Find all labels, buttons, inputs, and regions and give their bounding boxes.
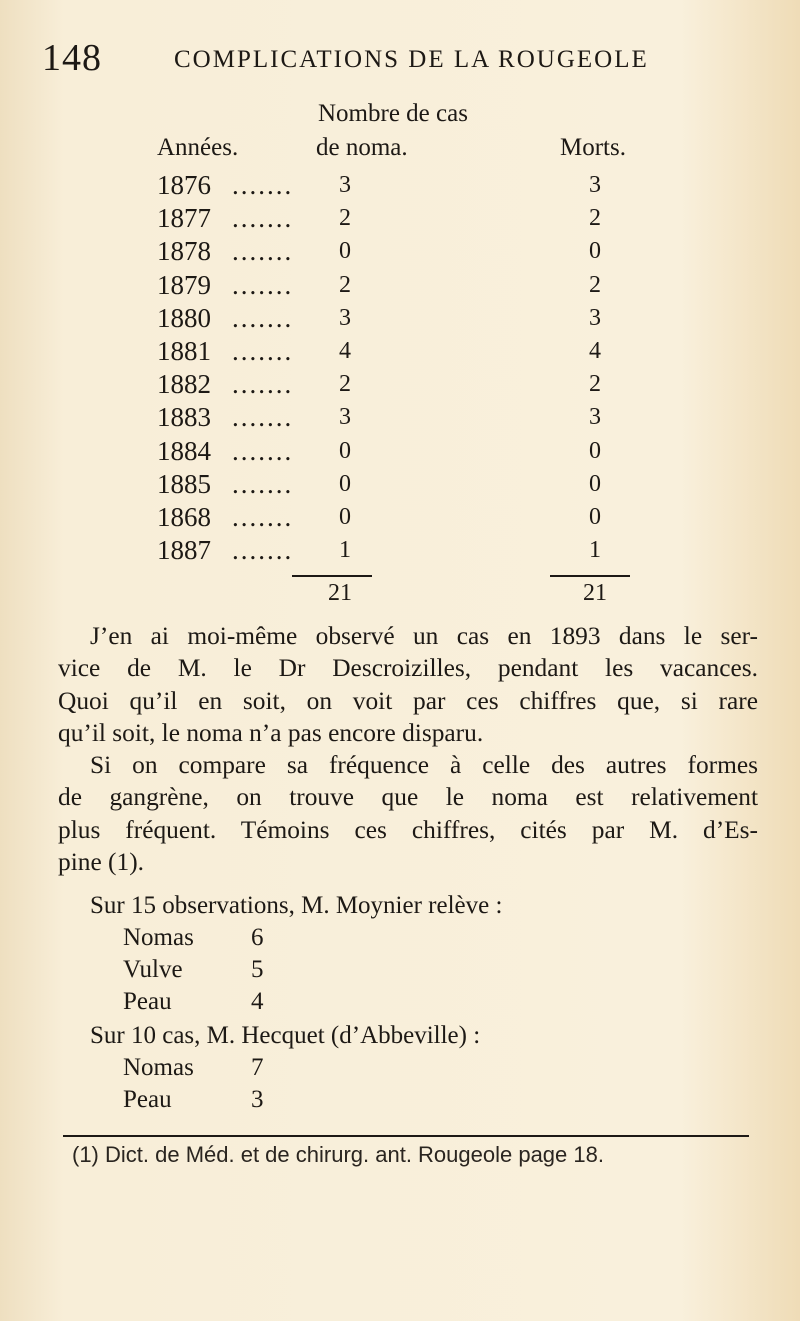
leader-dots: ....... — [232, 535, 294, 566]
table-body — [0, 170, 800, 568]
list-item-label: Nomas — [123, 1054, 194, 1081]
deaths-cell: 0 — [589, 437, 601, 464]
list-item-count: 5 — [251, 956, 264, 983]
deaths-cell: 1 — [589, 537, 601, 564]
paragraph-line: J’en ai moi-même observé un cas en 1893 dans le ser- — [90, 622, 758, 650]
list-item-count: 7 — [251, 1054, 264, 1081]
column-header-year: Années. — [157, 134, 239, 161]
deaths-cell: 2 — [589, 371, 601, 398]
running-title: COMPLICATIONS DE LA ROUGEOLE — [174, 46, 649, 73]
paragraph-line: vice de M. le Dr Descroizilles, pendant les vacances. — [58, 654, 758, 683]
year-cell: 1882 — [157, 369, 211, 400]
deaths-cell: 3 — [589, 404, 601, 431]
table-row — [0, 236, 800, 269]
leader-dots: ....... — [232, 335, 294, 366]
list-item-label: Peau — [123, 1086, 172, 1113]
year-cell: 1877 — [157, 203, 211, 234]
leader-dots: ....... — [232, 468, 294, 499]
paragraph-line: de gangrène, on trouve que le noma est relativement — [58, 783, 758, 812]
total-rule-deaths — [550, 575, 630, 577]
hecquet-intro: Sur 10 cas, M. Hecquet (d’Abbeville) : — [90, 1022, 481, 1049]
table-row — [0, 203, 800, 236]
leader-dots: ....... — [232, 369, 294, 400]
column-header-deaths: Morts. — [560, 134, 626, 161]
leader-dots: ....... — [232, 203, 294, 234]
moynier-intro: Sur 15 observations, M. Moynier relève : — [90, 892, 503, 919]
leader-dots: ....... — [232, 170, 294, 200]
list-item-label: Nomas — [123, 924, 194, 951]
cases-cell: 0 — [339, 470, 351, 497]
list-item-label: Peau — [123, 988, 172, 1015]
deaths-cell: 4 — [589, 337, 601, 364]
leader-dots: ....... — [232, 236, 294, 267]
paragraph-line: Quoi qu’il en soit, on voit par ces chiffres que, si rare — [58, 686, 758, 715]
table-row — [0, 502, 800, 535]
cases-cell: 4 — [339, 337, 351, 364]
cases-cell: 1 — [339, 537, 351, 564]
footnote-rule — [63, 1135, 749, 1137]
table-row — [0, 336, 800, 369]
cases-cell: 0 — [339, 238, 351, 265]
total-rule-cases — [292, 575, 372, 577]
page-header — [42, 36, 762, 86]
column-header-cases-line2: de noma. — [316, 134, 408, 161]
footnote: (1) Dict. de Méd. et de chirurg. ant. Rougeole page 18. — [72, 1142, 604, 1167]
year-cell: 1878 — [157, 236, 211, 267]
deaths-cell: 2 — [589, 205, 601, 232]
table-row — [0, 170, 800, 203]
table-row — [0, 402, 800, 435]
year-cell: 1881 — [157, 335, 211, 366]
leader-dots: ....... — [232, 269, 294, 300]
cases-cell: 3 — [339, 172, 351, 198]
year-cell: 1884 — [157, 435, 211, 466]
table-row — [0, 436, 800, 469]
cases-cell: 3 — [339, 404, 351, 431]
leader-dots: ....... — [232, 501, 294, 532]
year-cell: 1876 — [157, 170, 211, 200]
deaths-cell: 3 — [589, 304, 601, 331]
year-cell: 1880 — [157, 302, 211, 333]
cases-cell: 3 — [339, 304, 351, 331]
total-deaths: 21 — [583, 580, 607, 606]
year-cell: 1887 — [157, 535, 211, 566]
deaths-cell: 0 — [589, 238, 601, 265]
table-row — [0, 303, 800, 336]
deaths-cell: 0 — [589, 503, 601, 530]
table-row — [0, 469, 800, 502]
total-cases: 21 — [328, 580, 352, 606]
cases-cell: 2 — [339, 271, 351, 298]
paragraph-line: qu’il soit, le noma n’a pas encore disparu. — [58, 718, 484, 747]
paragraph-line: pine (1). — [58, 848, 145, 877]
list-item-count: 6 — [251, 924, 264, 951]
leader-dots: ....... — [232, 402, 294, 433]
column-header-cases-line1: Nombre de cas — [318, 100, 468, 127]
year-cell: 1879 — [157, 269, 211, 300]
body-text — [58, 620, 758, 878]
list-item-label: Vulve — [123, 956, 183, 983]
year-cell: 1885 — [157, 468, 211, 499]
list-item-count: 3 — [251, 1086, 264, 1113]
page-number: 148 — [42, 37, 102, 79]
deaths-cell: 0 — [589, 470, 601, 497]
deaths-cell: 3 — [589, 172, 601, 198]
year-cell: 1883 — [157, 402, 211, 433]
leader-dots: ....... — [232, 302, 294, 333]
cases-cell: 0 — [339, 437, 351, 464]
list-item-count: 4 — [251, 988, 264, 1015]
table-row — [0, 369, 800, 402]
cases-cell: 2 — [339, 205, 351, 232]
table-row — [0, 270, 800, 303]
year-cell: 1868 — [157, 501, 211, 532]
cases-cell: 2 — [339, 371, 351, 398]
cases-cell: 0 — [339, 503, 351, 530]
paragraph-line: Si on compare sa fréquence à celle des autres formes — [90, 751, 758, 780]
leader-dots: ....... — [232, 435, 294, 466]
paragraph-line: plus fréquent. Témoins ces chiffres, cités par M. d’Es- — [58, 815, 758, 844]
deaths-cell: 2 — [589, 271, 601, 298]
table-row — [0, 535, 800, 568]
